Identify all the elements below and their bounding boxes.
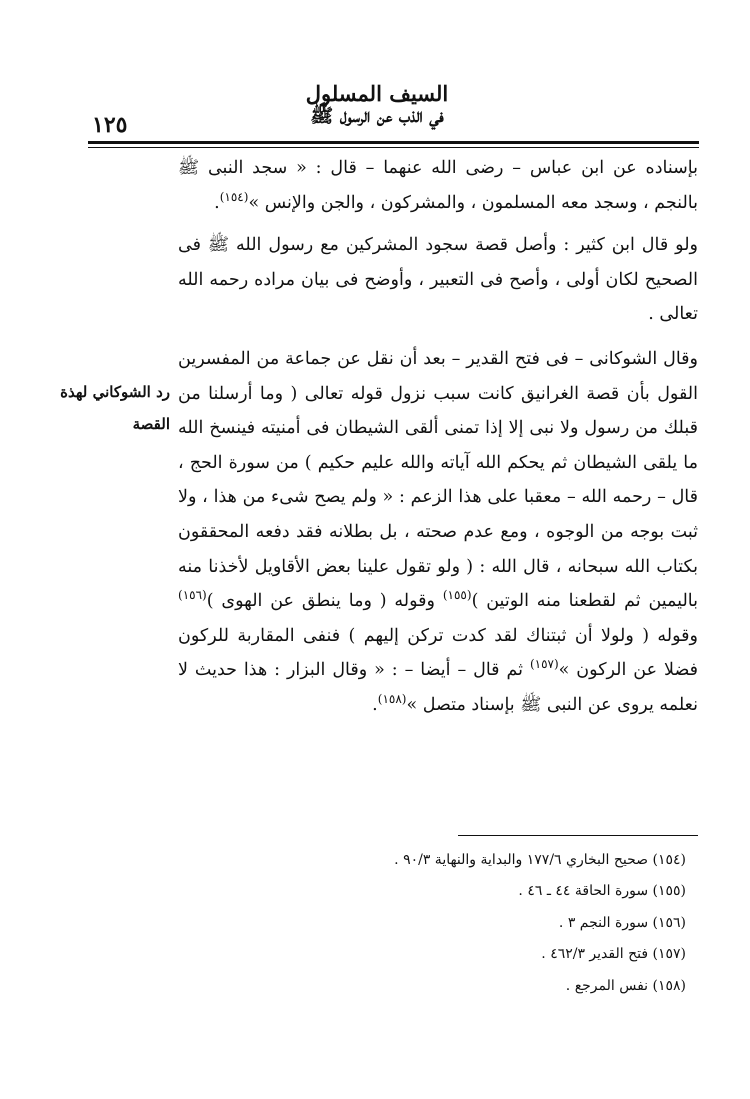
book-title-line-2: في الذب عن الرسول ﷺ	[310, 105, 444, 127]
main-text	[178, 151, 698, 723]
margin-note-line-1: رد الشوكاني لهذة	[60, 383, 170, 401]
paragraph-3-part-b: وقوله ( وما ينطق عن الهوى )	[206, 591, 435, 612]
paragraph-1	[178, 151, 698, 220]
footnote-156: (١٥٦) سورة النجم ٣ .	[558, 914, 686, 931]
footnote-ref-157: (١٥٧)	[529, 657, 559, 672]
paragraph-3	[178, 342, 698, 723]
paragraph-2: ولو قال ابن كثير : وأصل قصة سجود المشركين مع رسول الله ﷺ فى الصحيح لكان أولى ، وأصح فى التعبير ، وأوضح فى بيان مراده رحمه الله تعالى .	[178, 235, 698, 325]
footnotes	[266, 845, 686, 1002]
paragraph-3-part-d: ثم قال – أيضا – : « وقال البزار : هذا حديث لا نعلمه يروى عن النبى ﷺ بإسناد متصل »	[178, 660, 698, 715]
footnote-158: (١٥٨) نفس المرجع .	[565, 977, 686, 994]
footnote-157: (١٥٧) فتح القدير ٤٦٢/٣ .	[541, 946, 686, 963]
margin-note-line-2: القصة	[132, 415, 170, 433]
footnote-ref-155: (١٥٥)	[442, 588, 472, 603]
paragraph-3-end: .	[372, 694, 378, 715]
paragraph-1-text: بإسناده عن ابن عباس – رضى الله عنهما – قال : « سجد النبى ﷺ بالنجم ، وسجد معه المسلمون ، والمشركون ، والجن والإنس »	[178, 158, 698, 213]
paragraph-1-end: .	[214, 192, 220, 213]
paragraph-3-part-a: وقال الشوكانى – فى فتح القدير – بعد أن نقل عن جماعة من المفسرين القول بأن قصة الغرانيق كانت سبب نزول قوله تعالى ( وما أرسلنا من قبلك من رسول ولا نبى إلا إذا تمنى ألقى الشيطان فى أمنيته فينسخ الله ما يلقى الشيطان ثم يحكم الله آياته والله عليم حكيم ) من سورة الحج ، قال – رحمه الله – معقبا على هذا الزعم : « ولم يصح شىء من هذا ، ولا ثبت بوجه من الوجوه ، ومع عدم صحته ، بل بطلانه فقد دفعه المحققون بكتاب الله سبحانه ، قال الله : ( ولو تقول علينا بعض الأقاويل لأخذنا منه باليمين ثم لقطعنا منه الوتين )	[178, 348, 698, 612]
footnote-ref-158: (١٥٨)	[377, 691, 407, 706]
book-title-line-1: السيف المسلول	[305, 81, 449, 106]
footnote-ref-154: (١٥٤)	[219, 189, 249, 204]
footnote-separator	[458, 835, 698, 836]
running-header-title	[262, 83, 492, 127]
margin-note	[30, 376, 170, 440]
footnote-154: (١٥٤) صحيح البخاري ١٧٧/٦ والبداية والنهاية ٩٠/٣ .	[394, 852, 686, 868]
header-rule-thin	[88, 147, 699, 148]
page-number: ١٢٥	[92, 112, 128, 138]
paragraph-3-part-c: وقوله ( ولولا أن ثبتناك لقد كدت تركن إليهم ) فنفى المقاربة للركون فضلا عن الركون »	[178, 625, 698, 681]
footnote-ref-156: (١٥٦)	[178, 588, 207, 603]
header-rule-thick	[88, 141, 699, 144]
footnote-155: (١٥٥) سورة الحاقة ٤٤ ـ ٤٦ .	[518, 883, 686, 900]
